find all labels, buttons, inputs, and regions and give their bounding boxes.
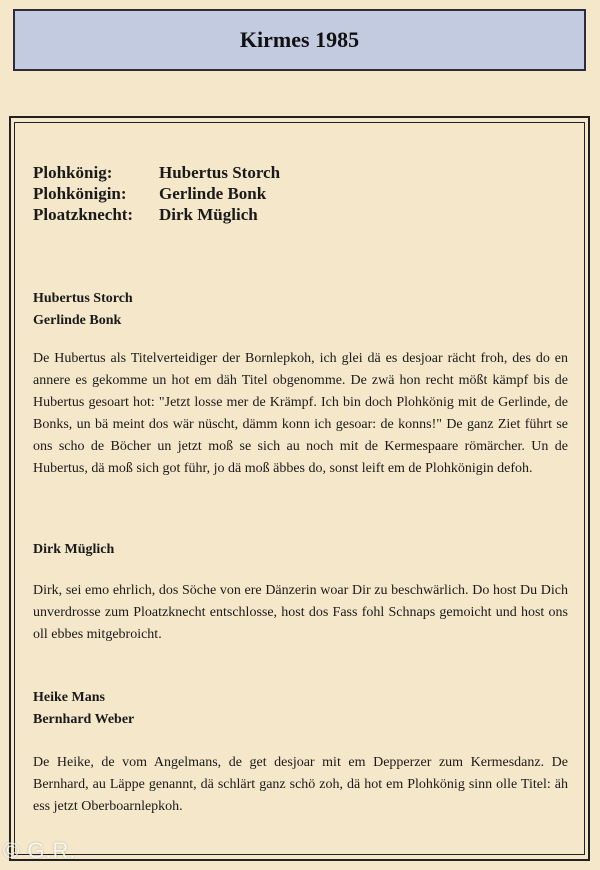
role-name: Dirk Müglich	[159, 205, 258, 224]
section-text-2: Dirk, sei emo ehrlich, dos Söche von ere Dänzerin woar Dir zu beschwärlich. Do host Du Dich unverdrosse zum Ploatzknecht entschlosse, host dos Fass fohl Schnaps gemoicht und host ons oll ebbes mitgebroicht.	[33, 583, 568, 642]
page-title: Kirmes 1985	[239, 27, 360, 52]
section-text-1: De Hubertus als Titelverteidiger der Bornlepkoh, ich glei dä es desjoar rächt froh, des do en annere es gekomme un hot em däh Titel obgenomme. De zwä hon recht mößt kämpf bis de Hubertus gesoart hot: "Jetzt losse mer de Krämpf. Ich bin doch Plohkönig mit de Gerlinde, de Bonks, un bä meint dos wär nüscht, dämm konn ich gesoar: de konns!" De ganz Ziet führt se ons scho de Böcher un jetzt moß se sich au noch mit de Kermespaare römärcher. Un de Hubertus, dä moß sich got führ, jo dä moß äbbes do, sonst leift em de Plohkönigin defoh.	[33, 351, 568, 476]
role-label: Ploatzknecht:	[33, 205, 134, 224]
role-name: Gerlinde Bonk	[159, 184, 267, 203]
copyright-watermark: © G.R.	[3, 838, 77, 863]
role-name: Hubertus Storch	[159, 163, 281, 182]
section-name: Bernhard Weber	[33, 712, 135, 727]
roles-list	[33, 162, 280, 225]
section-name: Gerlinde Bonk	[33, 313, 122, 328]
section-name: Dirk Müglich	[33, 542, 115, 557]
role-row-king	[33, 162, 280, 183]
section-names-3	[33, 687, 134, 731]
role-row-queen	[33, 183, 280, 204]
section-names-2	[33, 539, 114, 561]
section-text-3: De Heike, de vom Angelmans, de get desjoar mit em Depperzer zum Kermesdanz. De Bernhard, au Läppe genannt, dä schlärt ganz schö zoh, dä hot em Plohkönig sinn olle Titel: äh ess jetzt Oberboarnlepkoh.	[33, 755, 568, 814]
section-names-1	[33, 288, 133, 332]
inner-frame	[14, 122, 585, 855]
role-label: Plohkönigin:	[33, 184, 127, 203]
role-label: Plohkönig:	[33, 163, 113, 182]
section-name: Hubertus Storch	[33, 291, 133, 306]
title-banner	[13, 9, 586, 71]
section-name: Heike Mans	[33, 690, 105, 705]
role-row-servant	[33, 204, 280, 225]
